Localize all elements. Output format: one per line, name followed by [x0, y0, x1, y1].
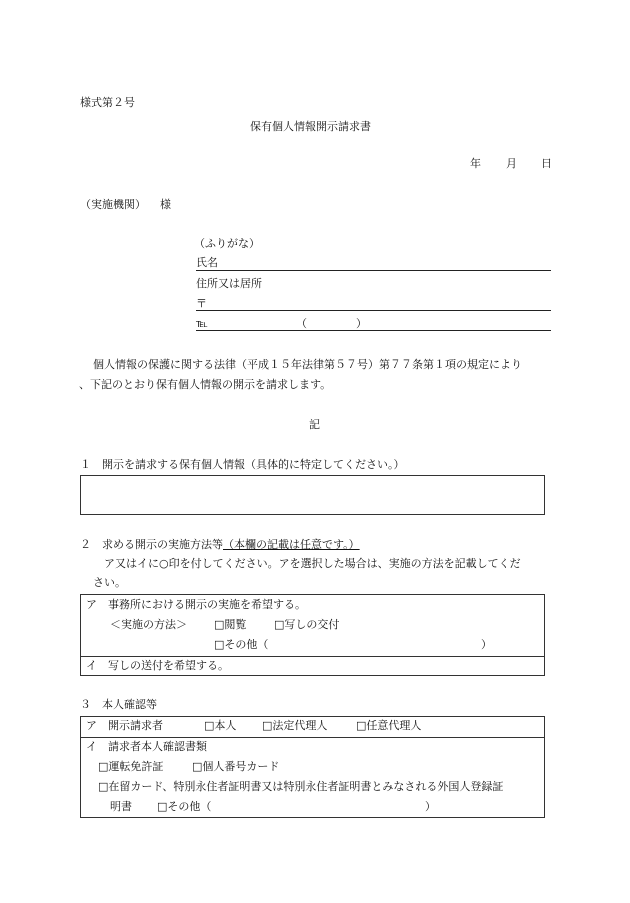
row-b-label: イ 請求者本人確認書類: [86, 740, 207, 753]
section2-heading: ２ 求める開示の実施方法等（本欄の記載は任意です。）: [80, 538, 360, 551]
section3-heading: ３ 本人確認等: [80, 698, 157, 711]
form-title: 保有個人情報開示請求書: [250, 120, 371, 133]
doc-other-checkbox[interactable]: □その他（: [157, 800, 212, 813]
license-checkbox[interactable]: □運転免許証: [98, 760, 164, 773]
address-label: 住所又は居所: [196, 277, 262, 290]
mynumber-checkbox[interactable]: □個人番号カード: [192, 760, 280, 773]
copy-checkbox[interactable]: □写しの交付: [274, 618, 340, 631]
residence-card-checkbox[interactable]: □在留カード、特別永住者証明書又は特別永住者証明書とみなされる外国人登録証: [98, 780, 504, 793]
legal-agent-checkbox[interactable]: □法定代理人: [262, 719, 328, 732]
name-label: 氏名: [196, 256, 218, 269]
residence-card-line2: 明書: [110, 800, 132, 813]
other-method-close: ）: [481, 638, 492, 651]
postal-label: 〒: [196, 297, 207, 310]
method-label: ＜実施の方法＞: [110, 618, 187, 631]
tel-paren-close: ）: [356, 317, 367, 330]
tel-paren-open: （: [296, 317, 307, 330]
furigana-label: （ふりがな）: [194, 237, 260, 250]
section1-input-box[interactable]: [80, 475, 545, 515]
row-a-label: ア 開示請求者: [86, 719, 163, 732]
tel-field[interactable]: [196, 330, 551, 331]
section3-divider: [80, 737, 545, 738]
form-number: 様式第２号: [80, 96, 135, 109]
name-field[interactable]: [196, 270, 551, 271]
other-method-checkbox[interactable]: □その他（: [214, 638, 269, 651]
section2-note: （本欄の記載は任意です。）: [223, 538, 360, 551]
date-year: 年: [470, 157, 481, 170]
recipient-agency: （実施機関）: [80, 198, 146, 211]
date-month: 月: [506, 157, 517, 170]
view-checkbox[interactable]: □閲覧: [214, 618, 247, 631]
intro-line2: 、下記のとおり保有個人情報の開示を請求します。: [79, 378, 332, 391]
section1-heading: １ 開示を請求する保有個人情報（具体的に特定してください。）: [80, 458, 405, 471]
tel-label: ℡: [196, 317, 208, 330]
section2-instruction-line1: ア又はイに○印を付してください。アを選択した場合は、実施の方法を記載してくだ: [104, 557, 521, 570]
date-day: 日: [541, 157, 552, 170]
option-a-label[interactable]: ア 事務所における開示の実施を希望する。: [86, 598, 306, 611]
recipient-honorific: 様: [160, 198, 171, 211]
address-field[interactable]: [196, 310, 551, 311]
ki-label: 記: [309, 418, 320, 431]
option-b-label[interactable]: イ 写しの送付を希望する。: [86, 659, 229, 672]
section2-instruction-line2: さい。: [93, 576, 126, 589]
self-checkbox[interactable]: □本人: [204, 719, 237, 732]
doc-other-close: ）: [425, 800, 436, 813]
intro-line1: 個人情報の保護に関する法律（平成１５年法律第５７号）第７７条第１項の規定により: [93, 358, 522, 371]
section2-divider: [80, 656, 545, 657]
voluntary-agent-checkbox[interactable]: □任意代理人: [356, 719, 422, 732]
